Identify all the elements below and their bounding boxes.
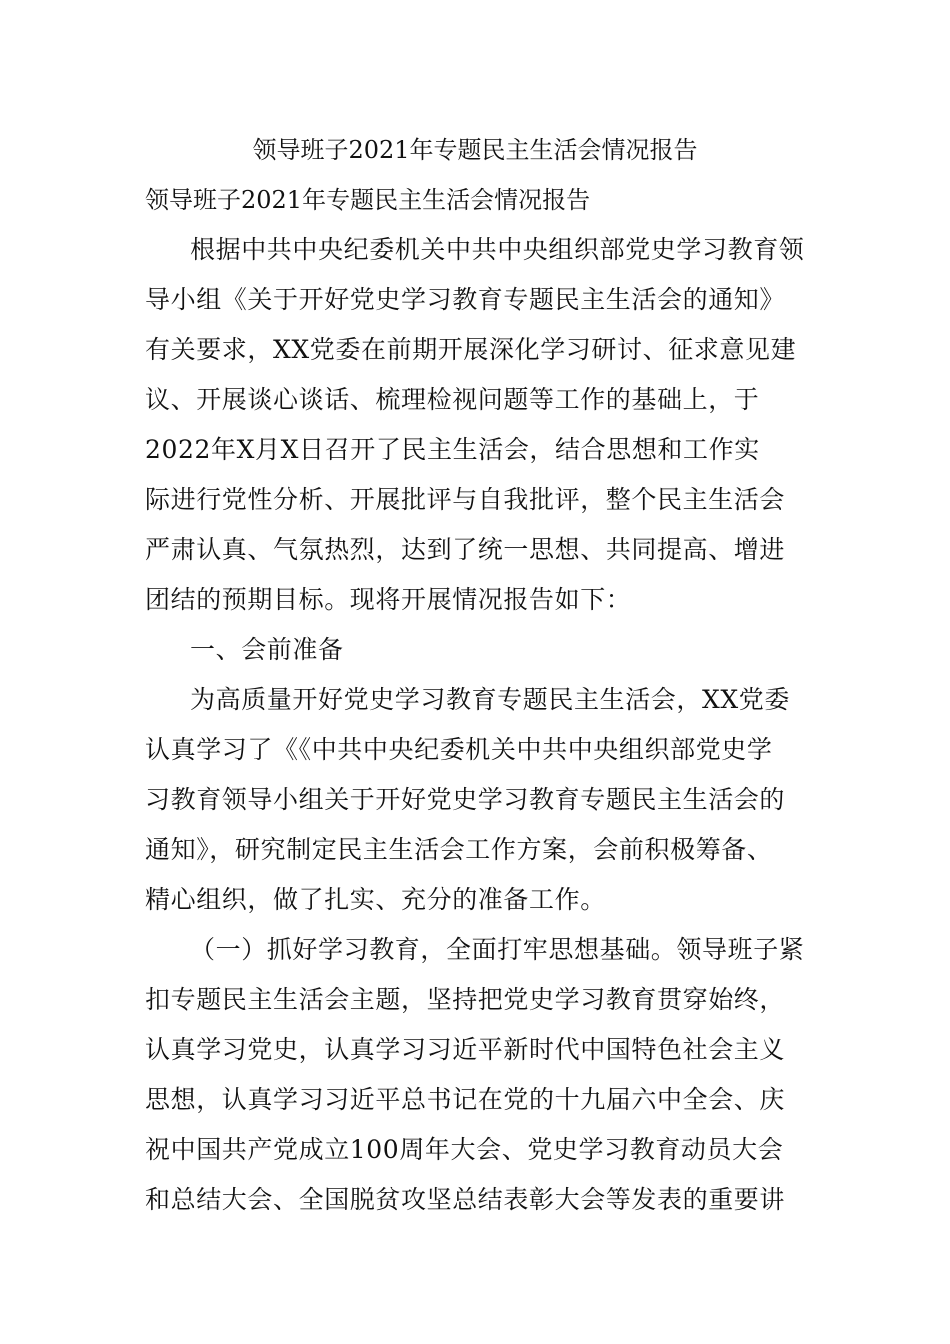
- paragraph-line: 习教育领导小组关于开好党史学习教育专题民主生活会的: [145, 785, 786, 814]
- paragraph-line: 导小组《关于开好党史学习教育专题民主生活会的通知》: [145, 285, 786, 314]
- paragraph-line: 通知》，研究制定民主生活会工作方案，会前积极筹备、: [145, 835, 773, 864]
- paragraph-line: 祝中国共产党成立100周年大会、党史学习教育动员大会: [145, 1135, 784, 1164]
- paragraph-line: 际进行党性分析、开展批评与自我批评，整个民主生活会: [145, 485, 786, 514]
- paragraph-line: 根据中共中央纪委机关中共中央组织部党史学习教育领: [190, 235, 805, 264]
- paragraph-line: 议、开展谈心谈话、梳理检视问题等工作的基础上，于: [145, 385, 760, 414]
- paragraph-line: （一）抓好学习教育，全面打牢思想基础。领导班子紧: [190, 935, 805, 964]
- section-heading: 一、会前准备: [190, 635, 344, 664]
- paragraph-line: 为高质量开好党史学习教育专题民主生活会，XX党委: [190, 685, 790, 714]
- paragraph-line: 严肃认真、气氛热烈，达到了统一思想、共同提高、增进: [145, 535, 786, 564]
- paragraph-line: 有关要求，XX党委在前期开展深化学习研讨、征求意见建: [145, 335, 797, 364]
- page-title: 领导班子2021年专题民主生活会情况报告: [252, 136, 698, 164]
- paragraph-line: 认真学习党史，认真学习习近平新时代中国特色社会主义: [145, 1035, 786, 1064]
- paragraph-line: 和总结大会、全国脱贫攻坚总结表彰大会等发表的重要讲: [145, 1185, 786, 1214]
- paragraph-line: 精心组织，做了扎实、充分的准备工作。: [145, 885, 606, 914]
- paragraph-line: 2022年X月X日召开了民主生活会，结合思想和工作实: [145, 435, 760, 464]
- paragraph-line: 思想，认真学习习近平总书记在党的十九届六中全会、庆: [145, 1085, 786, 1114]
- paragraph-line: 团结的预期目标。现将开展情况报告如下：: [145, 585, 632, 614]
- document-subtitle: 领导班子2021年专题民主生活会情况报告: [145, 186, 591, 214]
- paragraph-line: 扣专题民主生活会主题，坚持把党史学习教育贯穿始终，: [145, 985, 786, 1014]
- paragraph-line: 认真学习了《《中共中央纪委机关中共中央组织部党史学: [145, 735, 773, 764]
